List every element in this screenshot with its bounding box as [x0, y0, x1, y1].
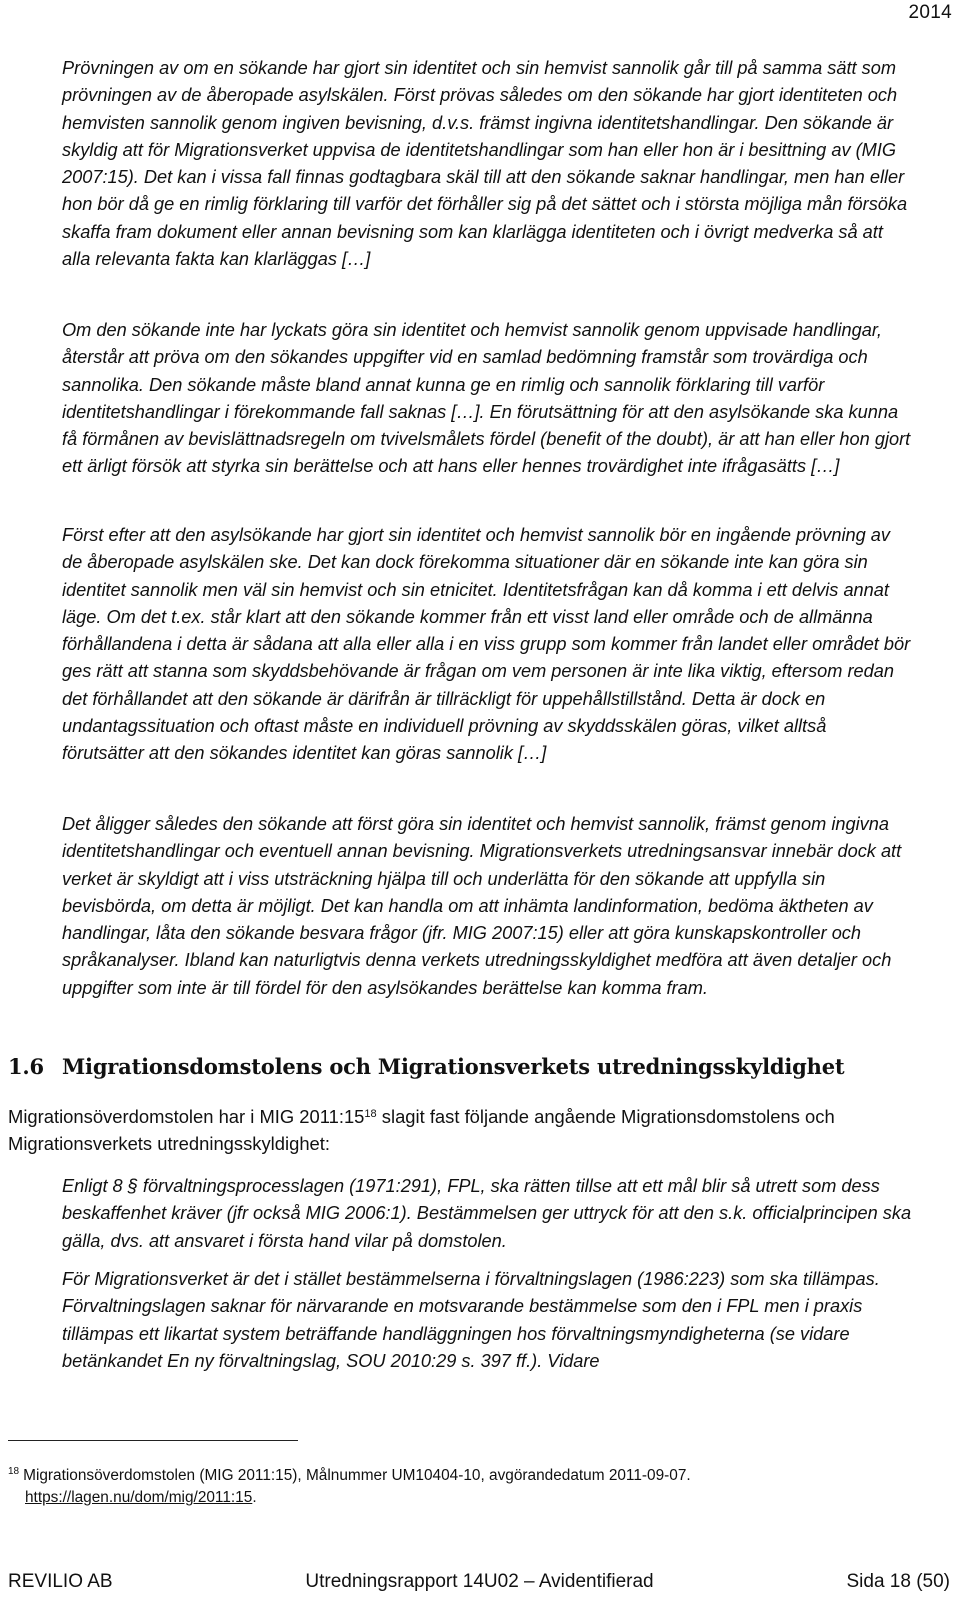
footnote-number: 18 — [8, 1466, 20, 1477]
quote-paragraph-1: Prövningen av om en sökande har gjort sin identitet och sin hemvist sannolik går till på samma sätt som prövningen av de åberopade asylskälen. Först prövas således om den sökande har gjort identiteten och hemvisten sannolik genom ingiven bevisning, d.v.s. främst ingivna identitetshandlingar. Den sökande är skyldig att för Migrationsverket uppvisa de identitetshandlingar som han eller hon är i besittning av (MIG 2007:15). Det kan i vissa fall finnas godtagbara skäl till att den sökande saknar handlingar, men han eller hon bör då ge en rimlig förklaring till varför det förhåller sig på det sättet och i största möjliga mån försöka skaffa fram dokument eller annan bevisning som kan klarlägga identiteten och i övrigt medverka så att alla relevanta fakta kan klarläggas […] — [62, 58, 908, 270]
footnote-link[interactable]: https://lagen.nu/dom/mig/2011:15 — [25, 1489, 253, 1506]
footnote — [8, 1461, 928, 1509]
section-number: 1.6 — [8, 1054, 44, 1079]
quote2-paragraph-1: Enligt 8 § förvaltningsprocesslagen (1971:291), FPL, ska rätten tillse att ett mål blir så utrett som dess beskaffenhet kräver (jfr också MIG 2006:1). Bestämmelsen ger uttryck för att den s.k. officialprincipen ska gälla, dvs. att ansvaret i första hand vilar på domstolen. — [62, 1176, 912, 1251]
quote-paragraph-4: Det åligger således den sökande att först göra sin identitet och hemvist sannolik, främst genom ingivna identitetshandlingar och eventuell annan bevisning. Migrationsverkets utredningsansvar innebär dock att verket är skyldigt att i viss utsträckning hjälpa till och underlätta för den sökande att uppfylla sin bevisbörda, om detta är möjligt. Det kan handla om att inhämta landinformation, bedöma äktheten av handlingar, låta den sökande besvara frågor (jfr. MIG 2007:15) eller att göra kunskapskontroller och språkanalyser. Ibland kan naturligtvis denna verkets utredningsskyldighet medföra att även detaljer och uppgifter som inte är till fördel för den asylsökandes berättelse kan komma fram. — [62, 814, 902, 998]
page-footer — [8, 1571, 950, 1593]
footer-company: REVILIO AB — [8, 1571, 113, 1592]
footnote-text: Migrationsöverdomstolen (MIG 2011:15), Målnummer UM10404-10, avgörandedatum 2011-09-07. — [23, 1467, 691, 1484]
footer-page-number: Sida 18 (50) — [846, 1571, 950, 1592]
section-title: Migrationsdomstolens och Migrationsverkets utredningsskyldighet — [62, 1054, 845, 1079]
intro-text: Migrationsöverdomstolen har i MIG 2011:15 — [8, 1106, 365, 1127]
section-heading — [8, 1054, 948, 1079]
intro-text-continued: slagit fast följande angående Migrationsdomstolens och Migrationsverkets utredningsskyldighet: — [8, 1106, 835, 1154]
footer-report-title: Utredningsrapport 14U02 – Avidentifierad — [305, 1571, 654, 1592]
footnote-link-suffix: . — [252, 1489, 257, 1506]
footnote-divider — [8, 1440, 298, 1441]
footnote-reference[interactable]: 18 — [364, 1108, 377, 1120]
intro-paragraph — [8, 1103, 918, 1157]
quote-paragraph-3: Först efter att den asylsökande har gjort sin identitet och hemvist sannolik bör en ingående prövning av de åberopade asylskälen ske. Det kan dock förekomma situationer där en sökande inte kan göra sin identitet sannolik men väl sin hemvist och sin etnicitet. Identitetsfrågan kan då komma i ett delvis annat läge. Om det t.ex. står klart att den sökande kommer från ett visst land eller område och de allmänna förhållandena i detta är sådana att alla eller alla i en viss grupp som kommer från landet eller området bör ges rätt att stanna som skyddsbehövande är frågan om vem personen är inte lika viktig, eftersom redan det förhållandet att den sökande är därifrån är tillräckligt för uppehållstillstånd. Detta är dock en undantagssituation och oftast måste en individuell prövning av skyddsskälen göras, vilket alltså förutsätter att den sökandes identitet kan göras sannolik […] — [62, 525, 911, 764]
quote-paragraph-2: Om den sökande inte har lyckats göra sin identitet och hemvist sannolik genom uppvisade handlingar, återstår att pröva om den sökandes uppgifter vid en samlad bedömning framstår som trovärdiga och sannolika. Den sökande måste bland annat kunna ge en rimlig och sannolik förklaring till varför identitetshandlingar i förekommande fall saknas […]. En förutsättning för att den asylsökande ska kunna få förmånen av bevislättnadsregeln om tvivelsmålets fördel (benefit of the doubt), är att han eller hon gjort ett ärligt försök att styrka sin berättelse och att hans eller hennes trovärdighet inte ifrågasätts […] — [62, 320, 911, 477]
quote2-paragraph-2: För Migrationsverket är det i stället bestämmelserna i förvaltningslagen (1986:223) som ska tillämpas. Förvaltningslagen saknar för närvarande en motsvarande bestämmelse som den i FPL men i praxis tillämpas ett likartat system beträffande handläggningen hos förvaltningsmyndigheterna (se vidare betänkandet En ny förvaltningslag, SOU 2010:29 s. 397 ff.). Vidare — [62, 1269, 880, 1371]
header-year: 2014 — [908, 2, 952, 23]
